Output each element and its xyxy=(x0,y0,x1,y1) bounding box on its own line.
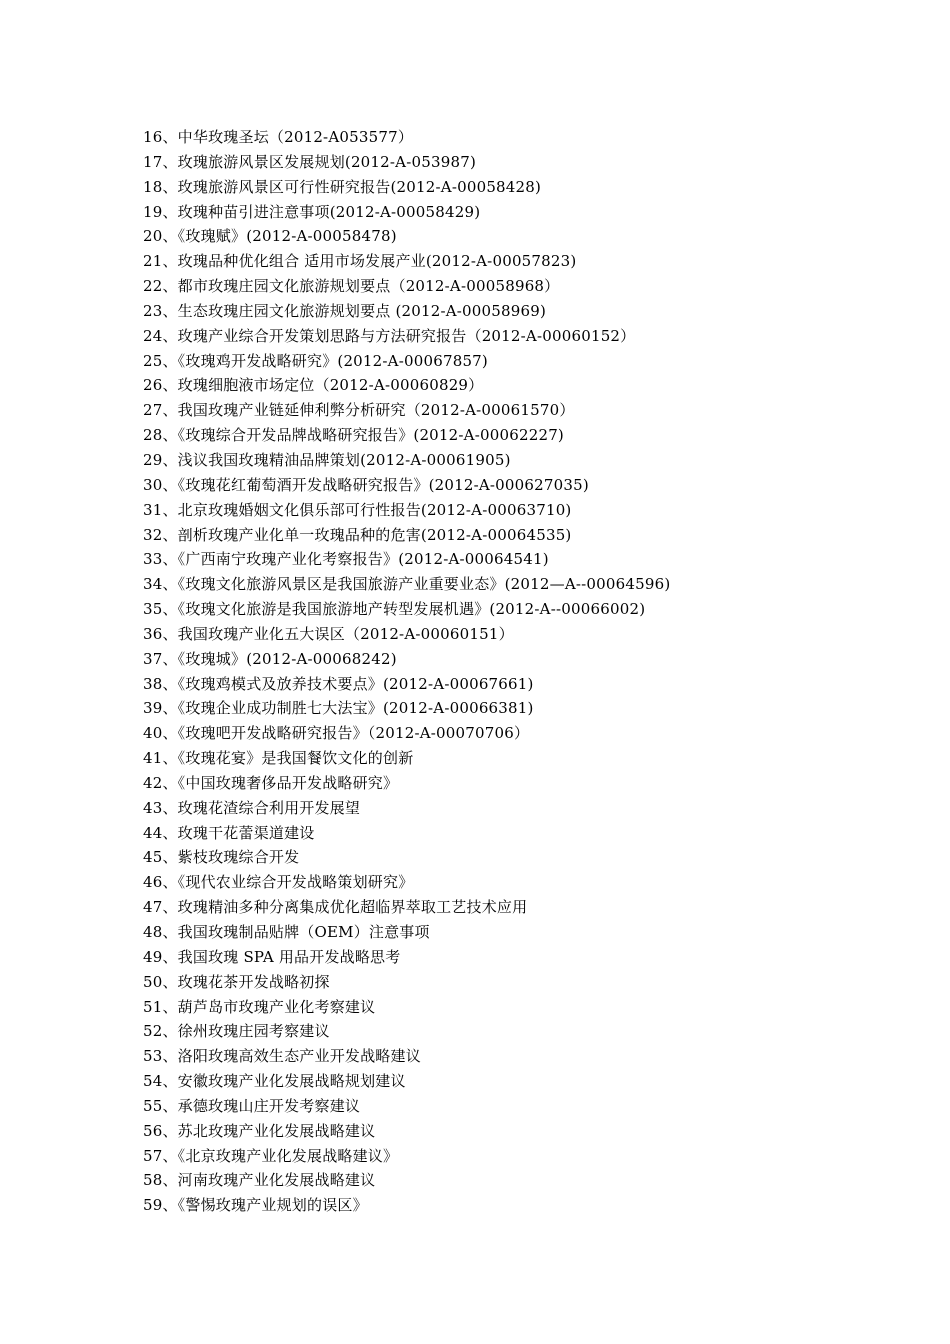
list-item: 39、《玫瑰企业成功制胜七大法宝》(2012-A-00066381) xyxy=(143,699,534,718)
list-item: 34、《玫瑰文化旅游风景区是我国旅游产业重要业态》(2012—A--00064596) xyxy=(143,575,671,594)
list-item: 17、玫瑰旅游风景区发展规划(2012-A-053987) xyxy=(143,152,476,171)
numbered-item-list xyxy=(143,125,670,1218)
list-item: 27、我国玫瑰产业链延伸利弊分析研究（2012-A-00061570） xyxy=(143,401,575,420)
list-item: 31、北京玫瑰婚姻文化俱乐部可行性报告(2012-A-00063710) xyxy=(143,500,572,519)
list-item: 30、《玫瑰花红葡萄酒开发战略研究报告》(2012-A-000627035) xyxy=(143,475,589,494)
list-item: 41、《玫瑰花宴》是我国餐饮文化的创新 xyxy=(143,749,414,768)
list-item: 16、中华玫瑰圣坛（2012-A053577） xyxy=(143,128,414,146)
list-item: 47、玫瑰精油多种分离集成优化超临界萃取工艺技术应用 xyxy=(143,898,528,917)
list-item: 19、玫瑰种苗引进注意事项(2012-A-00058429) xyxy=(143,202,481,221)
list-item: 21、玫瑰品种优化组合 适用市场发展产业(2012-A-00057823) xyxy=(143,252,577,271)
list-item: 54、安徽玫瑰产业化发展战略规划建议 xyxy=(143,1072,406,1091)
list-item: 29、浅议我国玫瑰精油品牌策划(2012-A-00061905) xyxy=(143,450,511,469)
list-item: 52、徐州玫瑰庄园考察建议 xyxy=(143,1022,330,1041)
list-item: 45、紫枝玫瑰综合开发 xyxy=(143,848,300,867)
list-item: 43、玫瑰花渣综合利用开发展望 xyxy=(143,798,361,817)
list-item: 53、洛阳玫瑰高效生态产业开发战略建议 xyxy=(143,1047,421,1066)
list-item: 26、玫瑰细胞液市场定位（2012-A-00060829） xyxy=(143,376,484,395)
list-item: 42、《中国玫瑰奢侈品开发战略研究》 xyxy=(143,773,399,792)
list-item: 49、我国玫瑰 SPA 用品开发战略思考 xyxy=(143,947,401,966)
list-item: 56、苏北玫瑰产业化发展战略建议 xyxy=(143,1121,376,1140)
list-item: 58、河南玫瑰产业化发展战略建议 xyxy=(143,1171,376,1190)
list-item: 46、《现代农业综合开发战略策划研究》 xyxy=(143,873,414,892)
list-item: 22、都市玫瑰庄园文化旅游规划要点（2012-A-00058968） xyxy=(143,277,560,296)
list-item: 50、玫瑰花茶开发战略初探 xyxy=(143,972,330,991)
list-item: 25、《玫瑰鸡开发战略研究》(2012-A-00067857) xyxy=(143,351,488,370)
list-item: 35、《玫瑰文化旅游是我国旅游地产转型发展机遇》(2012-A--00066002) xyxy=(143,600,646,619)
list-item: 59、《警惕玫瑰产业规划的误区》 xyxy=(143,1196,368,1215)
list-item: 28、《玫瑰综合开发品牌战略研究报告》(2012-A-00062227) xyxy=(143,426,564,445)
list-item: 40、《玫瑰吧开发战略研究报告》（2012-A-00070706） xyxy=(143,724,530,743)
list-item: 24、玫瑰产业综合开发策划思路与方法研究报告（2012-A-00060152） xyxy=(143,326,636,345)
list-item: 38、《玫瑰鸡模式及放养技术要点》(2012-A-00067661) xyxy=(143,674,534,693)
list-item: 51、葫芦岛市玫瑰产业化考察建议 xyxy=(143,997,376,1016)
list-item: 48、我国玫瑰制品贴牌（OEM）注意事项 xyxy=(143,923,430,941)
list-item: 23、生态玫瑰庄园文化旅游规划要点 (2012-A-00058969) xyxy=(143,301,547,320)
list-item: 36、我国玫瑰产业化五大误区（2012-A-00060151） xyxy=(143,624,514,643)
list-item: 18、玫瑰旅游风景区可行性研究报告(2012-A-00058428) xyxy=(143,177,542,196)
list-item: 44、玫瑰干花蕾渠道建设 xyxy=(143,823,315,842)
list-item: 32、剖析玫瑰产业化单一玫瑰品种的危害(2012-A-00064535) xyxy=(143,525,572,544)
list-item: 55、承德玫瑰山庄开发考察建议 xyxy=(143,1096,361,1115)
list-item: 57、《北京玫瑰产业化发展战略建议》 xyxy=(143,1146,399,1165)
list-item: 37、《玫瑰城》(2012-A-00068242) xyxy=(143,649,397,668)
list-item: 20、《玫瑰赋》(2012-A-00058478) xyxy=(143,227,397,246)
list-item: 33、《广西南宁玫瑰产业化考察报告》(2012-A-00064541) xyxy=(143,550,549,569)
